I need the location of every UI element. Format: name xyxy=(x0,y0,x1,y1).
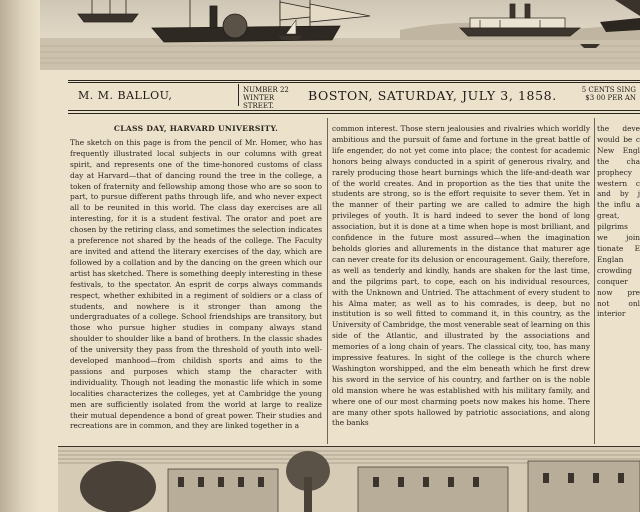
street-address: NUMBER 22 WINTER STREET. xyxy=(243,86,289,110)
article-text: common interest. Those stern jealousies and rivalries which worldly ambitious and the pursuit of fame and fortune in the great battle of life engender, do not yet come into place; the contest for academic honors being always conducted in a spirit of generous rivalry, and rarely producing those heart burnings which the life-and-death war of the world creates. And in proportion as the ties that unite the students are strong, so is the effort requisite to sever them. Yet in the manner of their parting we are called to admire the high privileges of youth. It is hard indeed to sever the bond of long association, but it is done at a time when hope is most brilliant, and confidence in the future most assured—when the imagination beholds glories and allurements in the distance that maturer age can never create for its delusion or encouragement. Gaily, therefore, as well as tenderly and kindly, hands are shaken for the last time, and the pilgrims part, to cope, each on his individual resources, with the Unknown and Untried. The attachment of every student to his Alma mater, as well as to his comrades, is deep, but no institution is so well fitted to command it, in this country, as the University of Cambridge, the most venerable seat of learning on this side of the Atlantic, and illustrated by the associations and memories of a long chain of years. The classical city, too, has many impressive features. In sight of the college is the church where Washington worshipped, and the elm beneath which he first drew his sword in the service of his country, and farther on is the noble old mansion where he was established with his military family, and where one of our most charming poets now makes his home. There are many other spots hallowed by patriotic associations, and along the banks xyxy=(332,124,590,428)
dateline: BOSTON, SATURDAY, JULY 3, 1858. xyxy=(308,88,557,103)
price-line: 5 CENTS SING $3 00 PER AN xyxy=(581,86,636,102)
binding-gutter xyxy=(0,0,40,512)
column-divider xyxy=(594,118,595,444)
masthead-bottom-rule xyxy=(68,110,640,111)
masthead-bottom-rule-thin xyxy=(68,113,640,114)
article-text: the deve would be c New Engl the cha prophecy western c and by j the influ a great, pilgrims we join tionate E Englan crowding conquer now pre not onl interior xyxy=(597,124,640,319)
article-column-1 xyxy=(70,124,322,432)
masthead xyxy=(68,84,640,108)
masthead-top-rule xyxy=(68,80,640,81)
article-title: CLASS DAY, HARVARD UNIVERSITY. xyxy=(113,124,279,133)
article-text: The sketch on this page is from the pencil of Mr. Homer, who has frequently illustrated local subjects in our columns with great spirit, and represents one of the time-honored customs of class day at Harvard—that of dancing round the tree in the college, a token of fraternity and fellowship among those who are so soon to part, to pursue different paths through life, and who never expect all to be reunited in this world. The class day exercises are all interesting, for it is a student festival. The orator and poet are chosen by the retiring class, and sometimes the selection indicates a preference not shared by the heads of the college. The Faculty are invited and attend the literary exercises of the day, which are followed by a collation and by the dancing on the green which our artist has sketched. There is something deeply interesting in these festivals, to the spectator. An esprit de corps always commands respect, whether exhibited in a regiment of soldiers or a class of students, and nowhere is it stronger than among the undergraduates of a college. School friendships are transitory, but those who pursue higher studies in company always stand shoulder to shoulder like a band of brothers. In the classic shades of the university they pass from the threshold of youth into well-developed manhood—from childish sports and aims to the passions and purposes which stamp the character with individuality. Though not leading the monastic life which in some localities characterizes the colleges, yet at Cambridge the young men are sufficiently isolated from the world at large to realize their mutual dependence a bond of great power. Their studies and recreations are in common, and they are linked together in a xyxy=(70,137,322,431)
masthead-top-rule-thin xyxy=(68,82,640,83)
masthead-divider xyxy=(238,84,239,106)
harbor-engraving xyxy=(40,0,640,70)
publisher-name: M. M. BALLOU, xyxy=(78,89,173,102)
article-column-3 xyxy=(597,124,640,320)
article-column-2 xyxy=(332,124,590,429)
column-divider xyxy=(327,118,328,444)
harvard-campus-engraving xyxy=(58,446,640,512)
